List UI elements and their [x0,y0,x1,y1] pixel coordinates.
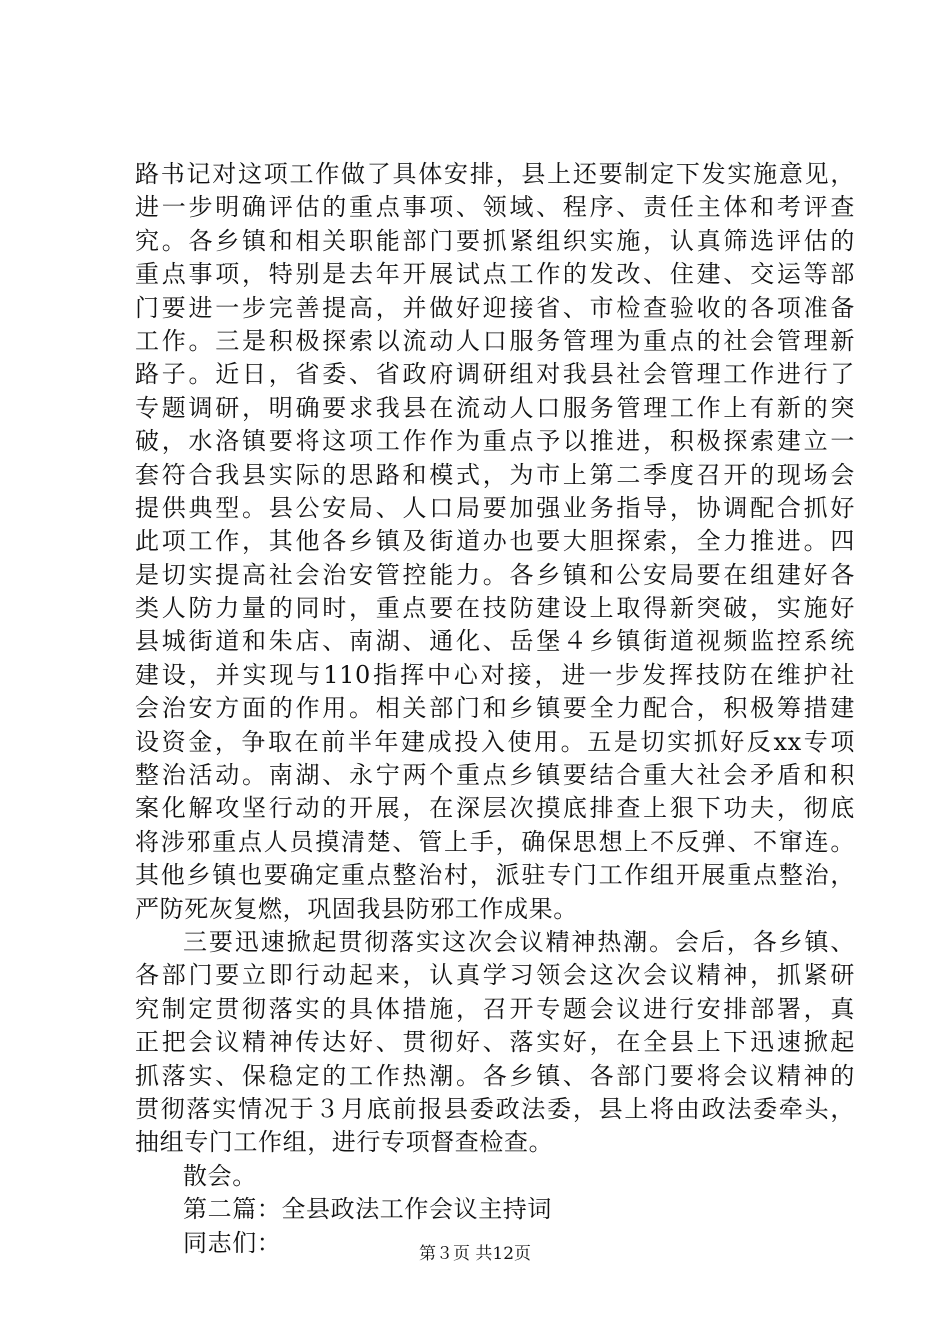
text-line: 路书记对这项工作做了具体安排，县上还要制定下发实施意见， [135,160,855,188]
text-line: 正把会议精神传达好、贯彻好、落实好，在全县上下迅速掀起 [135,1028,855,1057]
paragraph-continued [135,158,855,926]
text-line: 抽组专门工作组，进行专项督查检查。 [135,1128,554,1157]
text-line: 案化解攻坚行动的开展，在深层次摸底排查上狠下功夫，彻底 [135,794,855,823]
text-line: 进一步明确评估的重点事项、领域、程序、责任主体和考评查 [135,193,855,222]
text-line: 究制定贯彻落实的具体措施，召开专题会议进行安排部署，真 [135,994,855,1023]
text-line: 整治活动。南湖、永宁两个重点乡镇要结合重大社会矛盾和积 [135,761,855,790]
text-line: 第二篇：全县政法工作会议主持词 [183,1195,552,1224]
text-line: 同志们： [183,1228,282,1257]
text-line: 工作。三是积极探索以流动人口服务管理为重点的社会管理新 [135,326,855,355]
section-heading [135,1193,855,1226]
text-line: 散会。 [183,1161,257,1190]
text-line: 门要进一步完善提高，并做好迎接省、市检查验收的各项准备 [135,293,855,322]
text-line: 此项工作，其他各乡镇及街道办也要大胆探索，全力推进。四 [135,527,855,556]
text-line: 县城街道和朱店、南湖、通化、岳堡４乡镇街道视频监控系统 [135,627,855,656]
text-line: 建设，并实现与110指挥中心对接，进一步发挥技防在维护社 [135,660,855,689]
paragraph-third-requirement [135,926,855,1160]
page-indicator: 第３页 共12页 [418,1244,532,1264]
text-line: 其他乡镇也要确定重点整治村，派驻专门工作组开展重点整治， [135,861,855,890]
text-line: 类人防力量的同时，重点要在技防建设上取得新突破，实施好 [135,594,855,623]
text-line: 是切实提高社会治安管控能力。各乡镇和公安局要在组建好各 [135,560,855,589]
text-line: 设资金，争取在前半年建成投入使用。五是切实抓好反xx专项 [135,727,855,756]
text-line: 会治安方面的作用。相关部门和乡镇要全力配合，积极筹措建 [135,694,855,723]
text-line: 专题调研，明确要求我县在流动人口服务管理工作上有新的突 [135,393,855,422]
paragraph-closing [135,1160,855,1193]
text-line: 破，水洛镇要将这项工作作为重点予以推进，积极探索建立一 [135,427,855,456]
text-line: 三要迅速掀起贯彻落实这次会议精神热潮。会后，各乡镇、 [183,927,855,956]
page-footer [0,1243,950,1265]
text-line: 抓落实、保稳定的工作热潮。各乡镇、各部门要将会议精神的 [135,1061,855,1090]
text-line: 究。各乡镇和相关职能部门要抓紧组织实施，认真筛选评估的 [135,226,855,255]
text-line: 各部门要立即行动起来，认真学习领会这次会议精神，抓紧研 [135,961,855,990]
text-line: 贯彻落实情况于３月底前报县委政法委，县上将由政法委牵头， [135,1094,855,1123]
text-line: 重点事项，特别是去年开展试点工作的发改、住建、交运等部 [135,260,855,289]
body-text [135,158,855,1260]
text-line: 提供典型。县公安局、人口局要加强业务指导，协调配合抓好 [135,493,855,522]
text-line: 将涉邪重点人员摸清楚、管上手，确保思想上不反弹、不窜连。 [135,827,855,856]
text-line: 严防死灰复燃，巩固我县防邪工作成果。 [135,894,578,923]
text-line: 套符合我县实际的思路和模式，为市上第二季度召开的现场会 [135,460,855,489]
text-line: 路子。近日，省委、省政府调研组对我县社会管理工作进行了 [135,360,855,389]
